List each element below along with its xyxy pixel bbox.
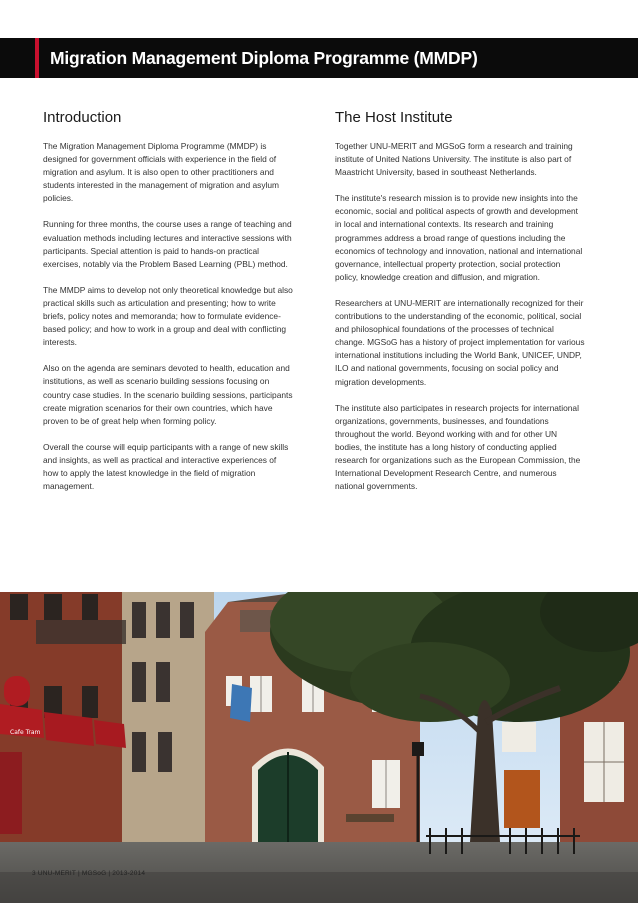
banner-accent-bar	[35, 38, 39, 78]
host-institute-paragraph: The institute's research mission is to provide new insights into the economic, social and political aspects of growth and development in local and international contexts. Its research and training programmes address a broad range of questions including the economics of technology and innovation, national and international governance, intellectual property protection, social protection policy, knowledge creation and diffusion, and migration.	[335, 193, 583, 282]
introduction-paragraph: Overall the course will equip participants with a range of new skills and insights, as well as practical and interactive experiences of how to apply the latest knowledge in the field of migration management.	[43, 441, 289, 492]
introduction-paragraph: Running for three months, the course uses a range of teaching and evaluation methods including lectures and interactive sessions with participants. Special attention is paid to hands-on practical exercises, notably via the Problem Based Learning (PBL) method.	[43, 219, 292, 269]
host-institute-paragraph: The institute also participates in research projects for international organizations, governments, businesses, and foundations throughout the world. Beyond working with and for other UN bodies, the institute has a long history of conducting applied research for organizations such as the European Commission, the International Development Research Centre, and numerous national governments.	[335, 402, 581, 492]
introduction-paragraph: The Migration Management Diploma Programme (MMDP) is designed for government officials with experience in the field of migration and asylum. It is also open to other practitioners and students interested in the management of migration and asylum policies.	[43, 141, 280, 204]
host-institute-paragraph: Together UNU-MERIT and MGSoG form a research and training institute of United Nations University. The institute is also part of Maastricht University, based in southeast Netherlands.	[335, 141, 573, 178]
host-institute-paragraph: Researchers at UNU-MERIT are internationally recognized for their contributions to the understanding of the economic, political, social and philosophical foundations of the processes of technical change. MGSoG has a history of project implementation for various international institutions including the World Bank, UNICEF, UNDP, ILO and national governments, focusing on social policy and migration developments.	[335, 297, 585, 387]
top-margin	[0, 0, 638, 38]
introduction-paragraph: The MMDP aims to develop not only theoretical knowledge but also practical skills such as articulation and presenting; how to write briefs, policy notes and memoranda; how to formulate evidence-based policy; and how to work in a group and deal with conflicting interests.	[43, 284, 293, 348]
shop-sign: Cafe Tram	[10, 729, 41, 736]
introduction-heading: Introduction	[43, 109, 122, 126]
street-photo	[0, 592, 638, 903]
host-institute-section	[335, 108, 585, 506]
title-banner	[0, 38, 638, 78]
page-footer: 3 UNU-MERIT | MGSoG | 2013-2014	[32, 870, 146, 877]
introduction-section	[43, 108, 293, 506]
page-title: Migration Management Diploma Programme (MMDP)	[50, 48, 478, 68]
street-photo-illustration	[0, 592, 638, 903]
introduction-paragraph: Also on the agenda are seminars devoted to health, education and institutions, as well as scenario building sessions focusing on country case studies. In the scenario building sessions, participants create migration scenarios for their own countries, which have proven to be of great help when forming policy.	[43, 363, 293, 426]
host-institute-heading: The Host Institute	[335, 109, 453, 126]
